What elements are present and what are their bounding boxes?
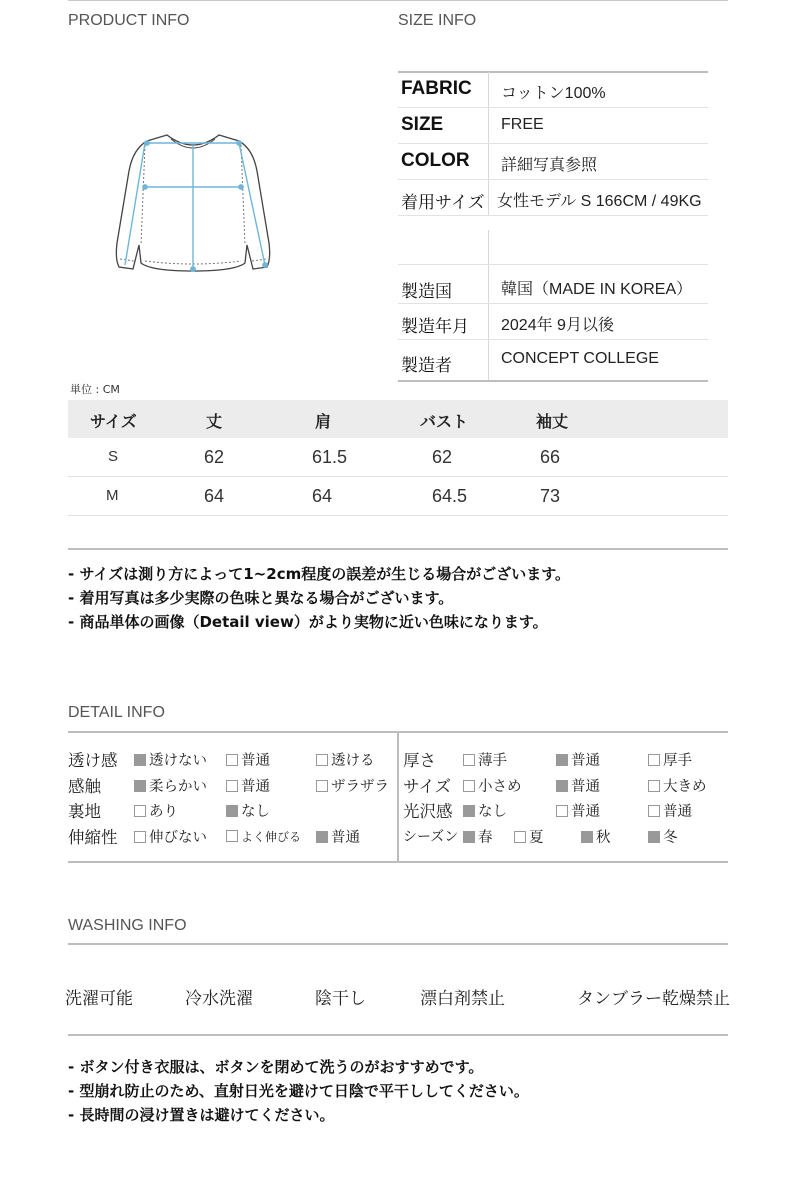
detail-label: 感触 <box>68 777 101 796</box>
detail-option: 小さめ <box>463 775 522 796</box>
spec-row-fabric <box>398 72 708 108</box>
sweatshirt-diagram-icon <box>105 125 280 280</box>
detail-option: 透けない <box>134 749 207 770</box>
spec-row-date <box>398 304 708 340</box>
size-header-cell: 丈 <box>206 412 223 431</box>
spec-key: 着用サイズ <box>401 193 485 212</box>
checkbox-empty-icon <box>316 754 328 766</box>
washing-item: 漂白剤禁止 <box>420 989 505 1009</box>
checkbox-empty-icon <box>648 805 660 817</box>
detail-option: よく伸びる <box>226 828 301 845</box>
size-cell: 73 <box>540 486 561 506</box>
size-table-header <box>68 400 728 438</box>
table-row <box>68 438 728 477</box>
checkbox-checked-icon <box>463 831 475 843</box>
detail-option: 普通 <box>556 800 600 821</box>
detail-label: 裏地 <box>68 802 101 821</box>
checkbox-checked-icon <box>648 831 660 843</box>
washing-note: - 型崩れ防止のため、直射日光を避けて日陰で平干ししてください。 <box>68 1082 529 1100</box>
size-cell: 66 <box>540 447 561 467</box>
detail-option: 普通 <box>648 800 692 821</box>
spec-row-size <box>398 108 708 144</box>
detail-option: 伸びない <box>134 826 207 847</box>
detail-label: シーズン <box>403 829 459 845</box>
size-cell: 64.5 <box>432 486 468 506</box>
washing-info-title: WASHING INFO <box>68 917 187 934</box>
detail-option: 普通 <box>556 749 600 770</box>
checkbox-empty-icon <box>226 780 238 792</box>
spec-row-maker <box>398 340 708 382</box>
detail-option: なし <box>226 800 270 821</box>
washing-note: - 長時間の浸け置きは避けてください。 <box>68 1106 335 1124</box>
spec-value: 詳細写真参照 <box>501 157 598 174</box>
washing-note: - ボタン付き衣服は、ボタンを閉めて洗うのがおすすめです。 <box>68 1058 484 1076</box>
detail-option: 薄手 <box>463 749 507 770</box>
detail-option: 冬 <box>648 826 678 847</box>
checkbox-empty-icon <box>514 831 526 843</box>
spec-key: 製造年月 <box>401 317 469 336</box>
checkbox-checked-icon <box>556 780 568 792</box>
checkbox-empty-icon <box>134 831 146 843</box>
top-rule <box>68 0 728 1</box>
product-info-title: PRODUCT INFO <box>68 12 190 29</box>
size-cell: 64 <box>204 486 225 506</box>
washing-item: 陰干し <box>315 989 366 1009</box>
spec-value: コットン100% <box>501 85 606 102</box>
detail-option: 普通 <box>226 749 270 770</box>
checkbox-empty-icon <box>463 754 475 766</box>
spec-key: SIZE <box>401 114 444 135</box>
size-cell: 61.5 <box>312 447 348 467</box>
detail-option: 厚手 <box>648 749 692 770</box>
detail-label: 伸縮性 <box>68 828 118 847</box>
spec-row-model-size <box>398 180 708 216</box>
checkbox-empty-icon <box>648 780 660 792</box>
checkbox-empty-icon <box>556 805 568 817</box>
detail-option: 普通 <box>316 826 360 847</box>
washing-item: 洗濯可能 <box>65 989 133 1009</box>
checkbox-empty-icon <box>463 780 475 792</box>
detail-info-title: DETAIL INFO <box>68 704 165 721</box>
detail-label: 光沢感 <box>403 802 453 821</box>
detail-option: 春 <box>463 826 493 847</box>
notes-rule <box>68 548 728 550</box>
spec-value: CONCEPT COLLEGE <box>501 350 659 367</box>
spec-value: 2024年 9月以後 <box>501 317 614 334</box>
detail-label: 厚さ <box>403 751 436 770</box>
spec-value: 韓国（MADE IN KOREA） <box>501 281 693 298</box>
spec-value: 女性モデル S 166CM / 49KG <box>497 193 702 210</box>
size-cell: 62 <box>432 447 453 467</box>
note-line: - サイズは測り方によって1~2cm程度の誤差が生じる場合がございます。 <box>68 565 571 583</box>
detail-label: サイズ <box>403 777 452 796</box>
spec-key: FABRIC <box>401 78 472 99</box>
size-header-cell: サイズ <box>90 412 137 431</box>
checkbox-empty-icon <box>134 805 146 817</box>
note-line: - 着用写真は多少実際の色味と異なる場合がございます。 <box>68 589 454 607</box>
size-header-cell: 肩 <box>315 412 332 431</box>
detail-option: あり <box>134 800 178 821</box>
detail-option: 柔らかい <box>134 775 207 796</box>
detail-bottom-rule <box>68 861 728 863</box>
checkbox-empty-icon <box>648 754 660 766</box>
size-cell: 62 <box>204 447 225 467</box>
spec-row-color <box>398 144 708 180</box>
checkbox-empty-icon <box>226 754 238 766</box>
spec-key: COLOR <box>401 150 470 171</box>
spec-table <box>398 72 708 382</box>
checkbox-empty-icon <box>316 780 328 792</box>
table-row <box>68 477 728 516</box>
checkbox-checked-icon <box>226 805 238 817</box>
washing-top-rule <box>68 943 728 945</box>
detail-option: なし <box>463 800 507 821</box>
washing-item: 冷水洗濯 <box>185 989 253 1009</box>
detail-option: 夏 <box>514 826 544 847</box>
spec-row-empty <box>398 216 708 265</box>
detail-option: 秋 <box>581 826 611 847</box>
size-info-title: SIZE INFO <box>398 12 477 29</box>
checkbox-empty-icon <box>226 830 238 842</box>
checkbox-checked-icon <box>463 805 475 817</box>
spec-value: FREE <box>501 116 544 133</box>
detail-option: ザラザラ <box>316 775 389 796</box>
checkbox-checked-icon <box>316 831 328 843</box>
detail-option: 大きめ <box>648 775 707 796</box>
detail-option: 透ける <box>316 749 375 770</box>
detail-label: 透け感 <box>68 751 118 770</box>
checkbox-checked-icon <box>134 780 146 792</box>
detail-divider <box>397 733 399 861</box>
washing-item: タンブラー乾燥禁止 <box>577 989 730 1009</box>
size-cell: M <box>106 487 119 504</box>
washing-bottom-rule <box>68 1034 728 1036</box>
detail-option: 普通 <box>556 775 600 796</box>
spec-key: 製造国 <box>401 282 452 301</box>
spec-key: 製造者 <box>401 356 452 375</box>
checkbox-checked-icon <box>556 754 568 766</box>
size-header-cell: 袖丈 <box>536 412 569 431</box>
size-header-cell: バスト <box>420 412 469 431</box>
checkbox-checked-icon <box>581 831 593 843</box>
size-cell: 64 <box>312 486 333 506</box>
spec-row-country <box>398 265 708 304</box>
note-line: - 商品単体の画像（Detail view）がより実物に近い色味になります。 <box>68 613 548 631</box>
checkbox-checked-icon <box>134 754 146 766</box>
unit-label: 単位 : CM <box>70 383 120 396</box>
detail-option: 普通 <box>226 775 270 796</box>
size-cell: S <box>108 448 119 465</box>
